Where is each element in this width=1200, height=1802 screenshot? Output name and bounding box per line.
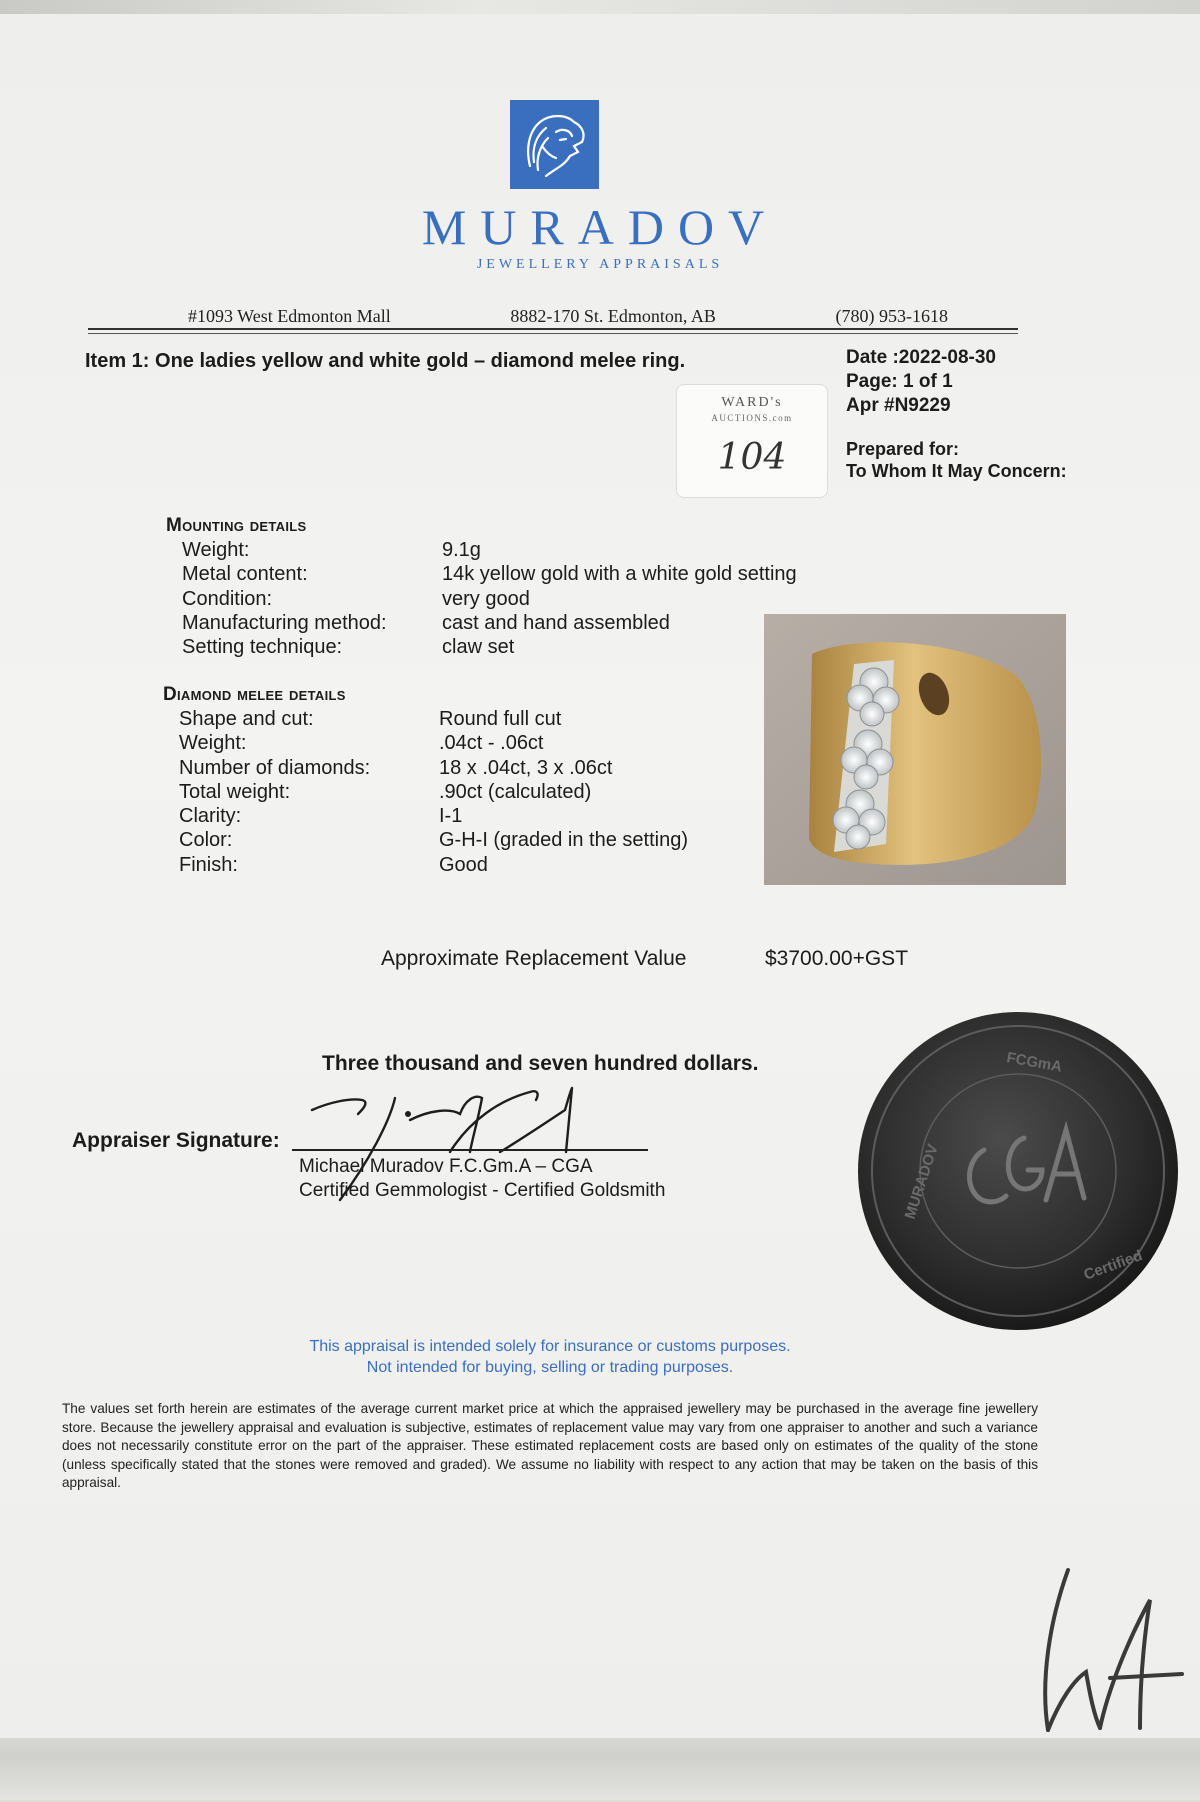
svg-text:Certified: Certified [1081, 1246, 1145, 1284]
address-mall: #1093 West Edmonton Mall [188, 306, 391, 326]
mounting-heading: Mounting details [166, 515, 307, 536]
prepared-recipient: To Whom It May Concern: [846, 461, 1067, 481]
lot-tag-brand: WARD's [721, 395, 783, 410]
wards-monogram [990, 1560, 1190, 1750]
embossed-seal [856, 1010, 1180, 1332]
appraiser-credentials: Certified Gemmologist - Certified Goldsmith [299, 1180, 666, 1201]
notice-line-2: Not intended for buying, selling or trading purposes. [366, 1359, 734, 1376]
detail-label: Number of diamonds: [179, 756, 371, 779]
detail-row [179, 731, 688, 755]
mounting-details [182, 538, 797, 659]
phone-number: (780) 953-1618 [835, 306, 948, 326]
detail-value: 9.1g [442, 539, 481, 561]
appraisal-meta [846, 346, 996, 418]
lot-number: 104 [717, 437, 787, 478]
detail-label: Condition: [182, 587, 273, 610]
detail-row [182, 611, 797, 635]
appraiser-name: Michael Muradov F.C.Gm.A – CGA [299, 1156, 593, 1177]
appraisal-date: Date :2022-08-30 [846, 347, 996, 368]
detail-value: 14k yellow gold with a white gold setting [442, 563, 797, 586]
usage-notice [200, 1336, 900, 1378]
header-divider [88, 328, 1018, 330]
address-row [188, 306, 948, 327]
detail-value: I-1 [439, 805, 463, 828]
detail-row [182, 587, 797, 611]
detail-row [179, 707, 688, 731]
replacement-value-label: Approximate Replacement Value [381, 947, 687, 970]
diamond-heading: Diamond melee details [163, 684, 346, 705]
detail-value: claw set [442, 636, 515, 659]
sleeve-edge [0, 1738, 1200, 1800]
detail-value: Good [439, 853, 488, 876]
detail-value: very good [442, 587, 530, 610]
appraisal-number: Apr #N9229 [846, 395, 951, 416]
item-title: Item 1: One ladies yellow and white gold – diamond melee ring. [85, 350, 686, 372]
detail-label: Weight: [182, 539, 250, 561]
detail-label: Weight: [179, 732, 247, 755]
detail-value: .04ct - .06ct [439, 732, 544, 755]
svg-text:FCGmA: FCGmA [1005, 1049, 1064, 1076]
lion-head-icon [510, 100, 599, 189]
svg-text:MURADOV: MURADOV [901, 1142, 942, 1222]
notice-line-1: This appraisal is intended solely for insurance or customs purposes. [309, 1338, 791, 1355]
detail-label: Clarity: [179, 805, 242, 828]
detail-label: Manufacturing method: [182, 611, 387, 634]
top-edge [0, 0, 1200, 14]
detail-row [179, 780, 688, 804]
detail-row [179, 828, 688, 852]
header-divider-thin [88, 333, 1018, 334]
detail-row [179, 853, 688, 877]
detail-value: cast and hand assembled [442, 611, 670, 634]
detail-value: Round full cut [439, 708, 562, 730]
address-street: 8882-170 St. Edmonton, AB [510, 306, 716, 326]
lot-tag-sub: AUCTIONS.com [711, 413, 793, 423]
prepared-label: Prepared for: [846, 439, 960, 459]
diamond-details [179, 707, 688, 877]
page-number: Page: 1 of 1 [846, 371, 953, 392]
lot-tag [676, 384, 828, 498]
detail-label: Setting technique: [182, 636, 343, 659]
signature-label: Appraiser Signature: [72, 1129, 280, 1152]
prepared-for [846, 438, 1067, 482]
detail-row [182, 562, 797, 586]
detail-row [182, 635, 797, 659]
detail-row [179, 756, 688, 780]
brand-name: MURADOV [421, 199, 779, 255]
value-in-words: Three thousand and seven hundred dollars. [322, 1052, 759, 1075]
brand-tagline: JEWELLERY APPRAISALS [476, 257, 724, 272]
detail-row [182, 538, 797, 562]
detail-row [179, 804, 688, 828]
detail-label: Shape and cut: [179, 708, 314, 730]
detail-label: Metal content: [182, 563, 308, 586]
ring-photo [764, 614, 1066, 885]
detail-label: Finish: [179, 853, 238, 876]
detail-label: Total weight: [179, 780, 291, 803]
disclaimer-paragraph: The values set forth herein are estimates of the average current market price at which the appraised jewellery may be purchased in the average fine jewellery store. Because the jewellery appraisal and evaluation is subjective, estimates of replacement value may vary from one appraiser to another and such a variance does not necessarily constitute error on the part of the appraiser. These estimated replacement costs are based only on estimates of the quality of the stone (unless specifically stated that the stones were removed and graded). We assume no liability with respect to any action that may be taken on the basis of this appraisal. [62, 1401, 1038, 1490]
detail-value: G-H-I (graded in the setting) [439, 829, 688, 852]
replacement-value-amount: $3700.00+GST [765, 947, 909, 970]
detail-value: 18 x .04ct, 3 x .06ct [439, 756, 613, 779]
appraiser-block [299, 1155, 665, 1203]
detail-value: .90ct (calculated) [439, 780, 592, 803]
detail-label: Color: [179, 829, 233, 852]
